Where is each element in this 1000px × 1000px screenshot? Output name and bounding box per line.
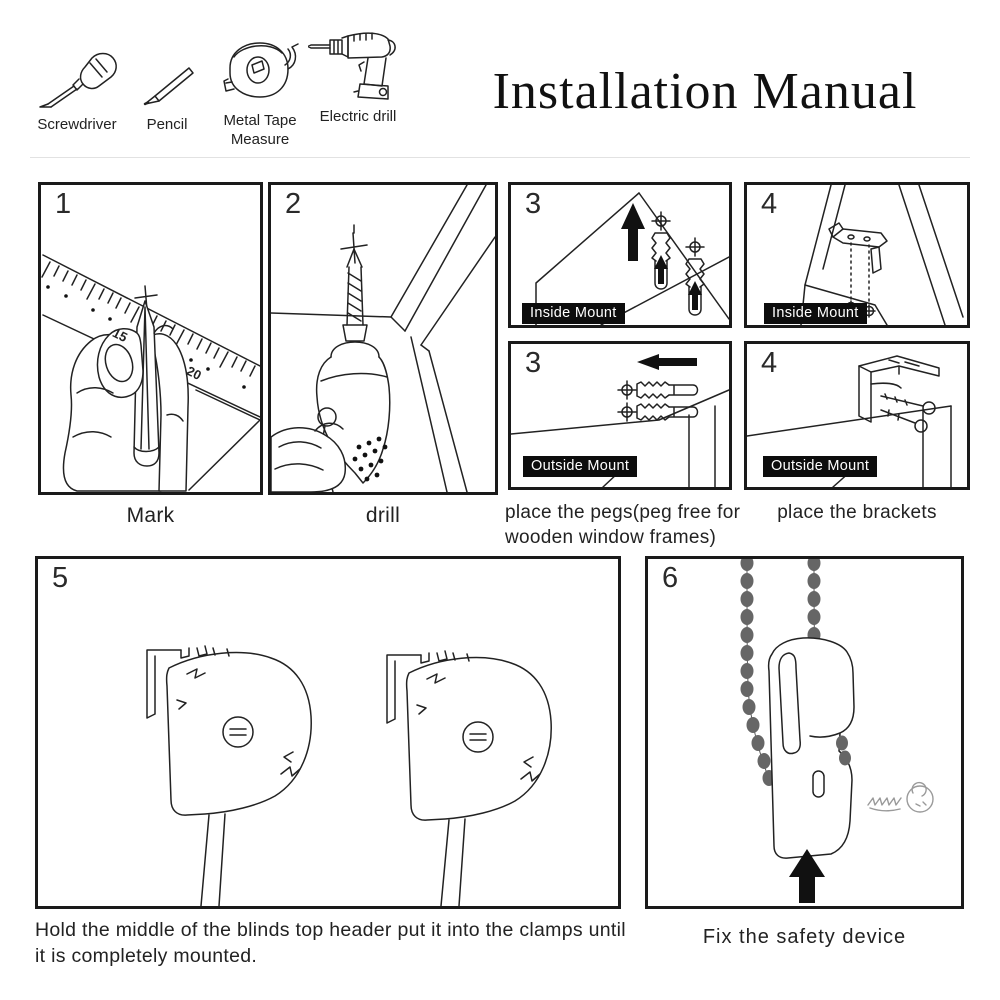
step-number: 1 bbox=[55, 188, 72, 220]
tool-electric-drill bbox=[302, 36, 414, 127]
step6-caption: Fix the safety device bbox=[702, 926, 907, 948]
tool-tape-measure bbox=[210, 40, 310, 150]
step2-caption: drill bbox=[365, 504, 401, 527]
outside-mount-badge-step3: Outside Mount bbox=[523, 456, 637, 477]
inside-mount-badge-step4: Inside Mount bbox=[764, 303, 867, 324]
inside-mount-badge-step3: Inside Mount bbox=[522, 303, 625, 324]
step-number: 3 bbox=[525, 188, 542, 220]
page-title: Installation Manual bbox=[492, 63, 918, 120]
tool-label: Pencil bbox=[146, 116, 188, 133]
outside-mount-badge-step4: Outside Mount bbox=[763, 456, 877, 477]
step-number: 4 bbox=[761, 347, 778, 379]
tool-pencil bbox=[128, 44, 206, 135]
tool-screwdriver bbox=[22, 44, 132, 135]
step-number: 5 bbox=[52, 562, 69, 594]
electric-drill-icon bbox=[308, 36, 408, 104]
step-number: 6 bbox=[662, 562, 679, 594]
header-divider bbox=[30, 157, 970, 158]
step3-caption: place the pegs(peg free for wooden window frames) bbox=[505, 502, 741, 549]
pencil-icon bbox=[135, 44, 199, 112]
tool-label: Screwdriver bbox=[37, 116, 117, 133]
step-number: 4 bbox=[761, 188, 778, 220]
tool-label: Electric drill bbox=[319, 108, 397, 125]
step5-caption: Hold the middle of the blinds top header put it into the clamps until it is completely mounted. bbox=[35, 919, 626, 967]
tool-label: Metal Tape Measure bbox=[223, 112, 297, 148]
step1-caption: Mark bbox=[126, 504, 175, 527]
step6-panel bbox=[645, 556, 964, 909]
ruler-number-15: 15 bbox=[110, 325, 130, 345]
tape-measure-icon bbox=[218, 40, 302, 108]
step1-panel bbox=[38, 182, 263, 495]
step2-panel bbox=[268, 182, 498, 495]
step5-panel bbox=[35, 556, 621, 909]
ruler-number-20: 20 bbox=[184, 363, 204, 383]
step4-caption: place the brackets bbox=[777, 502, 937, 523]
step-number: 2 bbox=[285, 188, 302, 220]
step-number: 3 bbox=[525, 347, 542, 379]
screwdriver-icon bbox=[32, 44, 122, 112]
